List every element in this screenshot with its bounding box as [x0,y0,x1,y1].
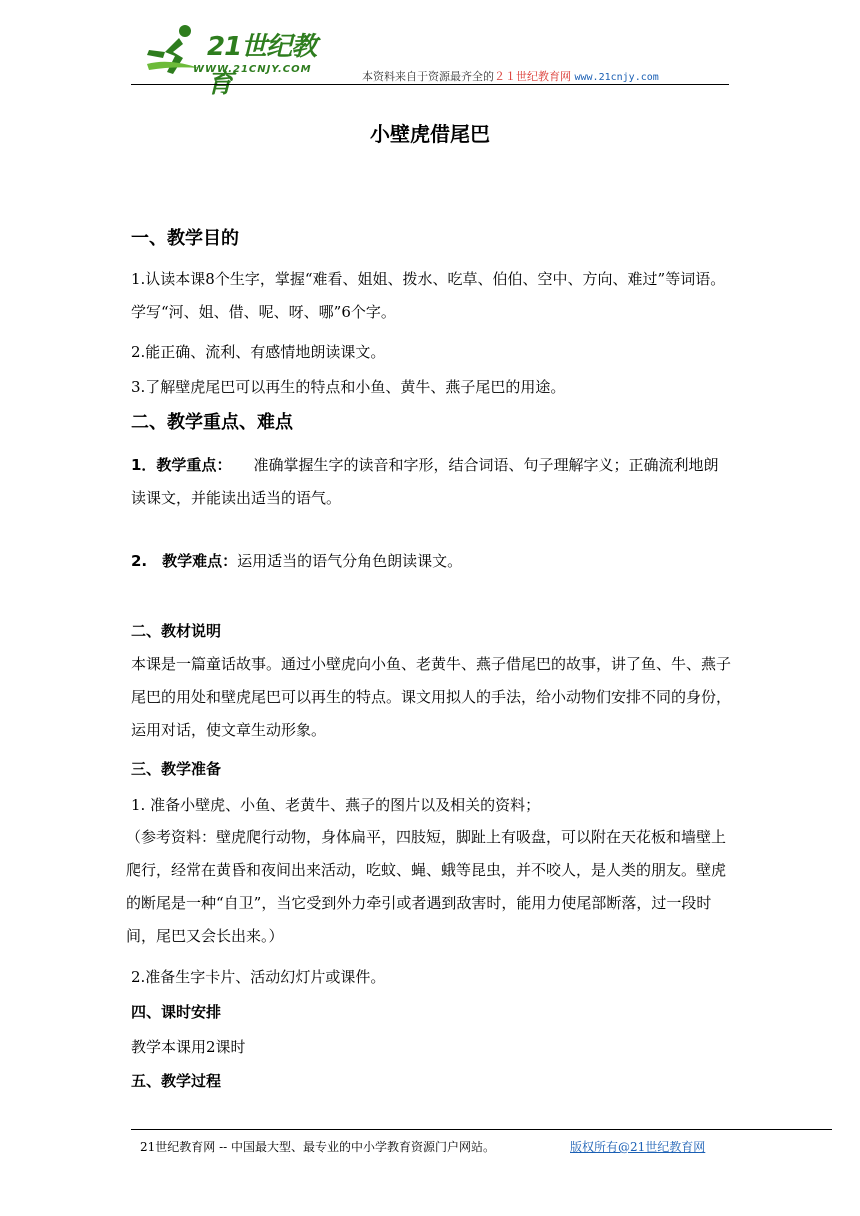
header-note-highlight[interactable]: ２１世纪教育网 [494,70,571,83]
goals-item-2: 2.能正确、流利、有感情地朗读课文。 [131,343,386,361]
heading-key-points: 二、教学重点、难点 [131,412,293,433]
preparation-item-1: 1. 准备小壁虎、小鱼、老黄牛、燕子的图片以及相关的资料； [131,796,541,814]
focus-text: 准确掌握生字的读音和字形，结合词语、句子理解字义；正确流利地朗读课文，并能读出适当的语气。 [131,456,719,507]
footer-text: 21世纪教育网 -- 中国最大型、最专业的中小学教育资源门户网站。 [140,1140,496,1154]
logo-text: 21世纪教育 [207,32,317,99]
header-note-prefix: 本资料来自于资源最齐全的 [362,70,494,83]
preparation-item-2: 2.准备生字卡片、活动幻灯片或课件。 [131,968,386,986]
header-note [362,68,659,84]
heading-schedule: 四、课时安排 [131,1003,222,1021]
heading-goals: 一、教学目的 [131,228,239,249]
heading-preparation: 三、教学准备 [131,760,222,778]
heading-material: 二、教材说明 [131,622,222,640]
page-header [131,22,729,99]
difficulty-label: 2. 教学难点： [131,552,238,570]
footer-divider [131,1129,832,1130]
difficulty-text: 运用适当的语气分角色朗读课文。 [237,552,463,570]
focus-label: 1．教学重点： [131,456,232,474]
logo-url: WWW.21CNJY.COM [193,64,312,75]
schedule-text: 教学本课用2课时 [131,1038,246,1056]
goals-item-1: 1.认读本课8个生字，掌握“难看、姐姐、拨水、吃草、伯伯、空中、方向、难过”等词语。学写“河、姐、借、呢、呀、哪”6个字。 [131,270,726,321]
goals-item-3: 3.了解壁虎尾巴可以再生的特点和小鱼、黄牛、燕子尾巴的用途。 [131,378,566,396]
difficulty-line [131,550,462,571]
document-title: 小壁虎借尾巴 [370,122,490,146]
site-logo [139,22,339,99]
header-divider [131,84,729,85]
focus-paragraph [131,449,731,515]
header-note-url[interactable]: www.21cnjy.com [574,72,659,83]
heading-process: 五、教学过程 [131,1072,222,1090]
preparation-reference: （参考资料：壁虎爬行动物，身体扁平，四肢短，脚趾上有吸盘，可以附在天花板和墙壁上爬行，经常在黄昏和夜间出来活动，吃蚊、蝇、蛾等昆虫，并不咬人，是人类的朋友。壁虎的断尾是一种“自卫”，当它受到外力牵引或者遇到敌害时，能用力使尾部断落，过一段时间，尾巴又会长出来。） [126,828,727,945]
footer-copyright-link[interactable]: 版权所有@21世纪教育网 [570,1140,706,1154]
material-text: 本课是一篇童话故事。通过小壁虎向小鱼、老黄牛、燕子借尾巴的故事，讲了鱼、牛、燕子尾巴的用处和壁虎尾巴可以再生的特点。课文用拟人的手法，给小动物们安排不同的身份，运用对话，使文章生动形象。 [131,655,732,739]
